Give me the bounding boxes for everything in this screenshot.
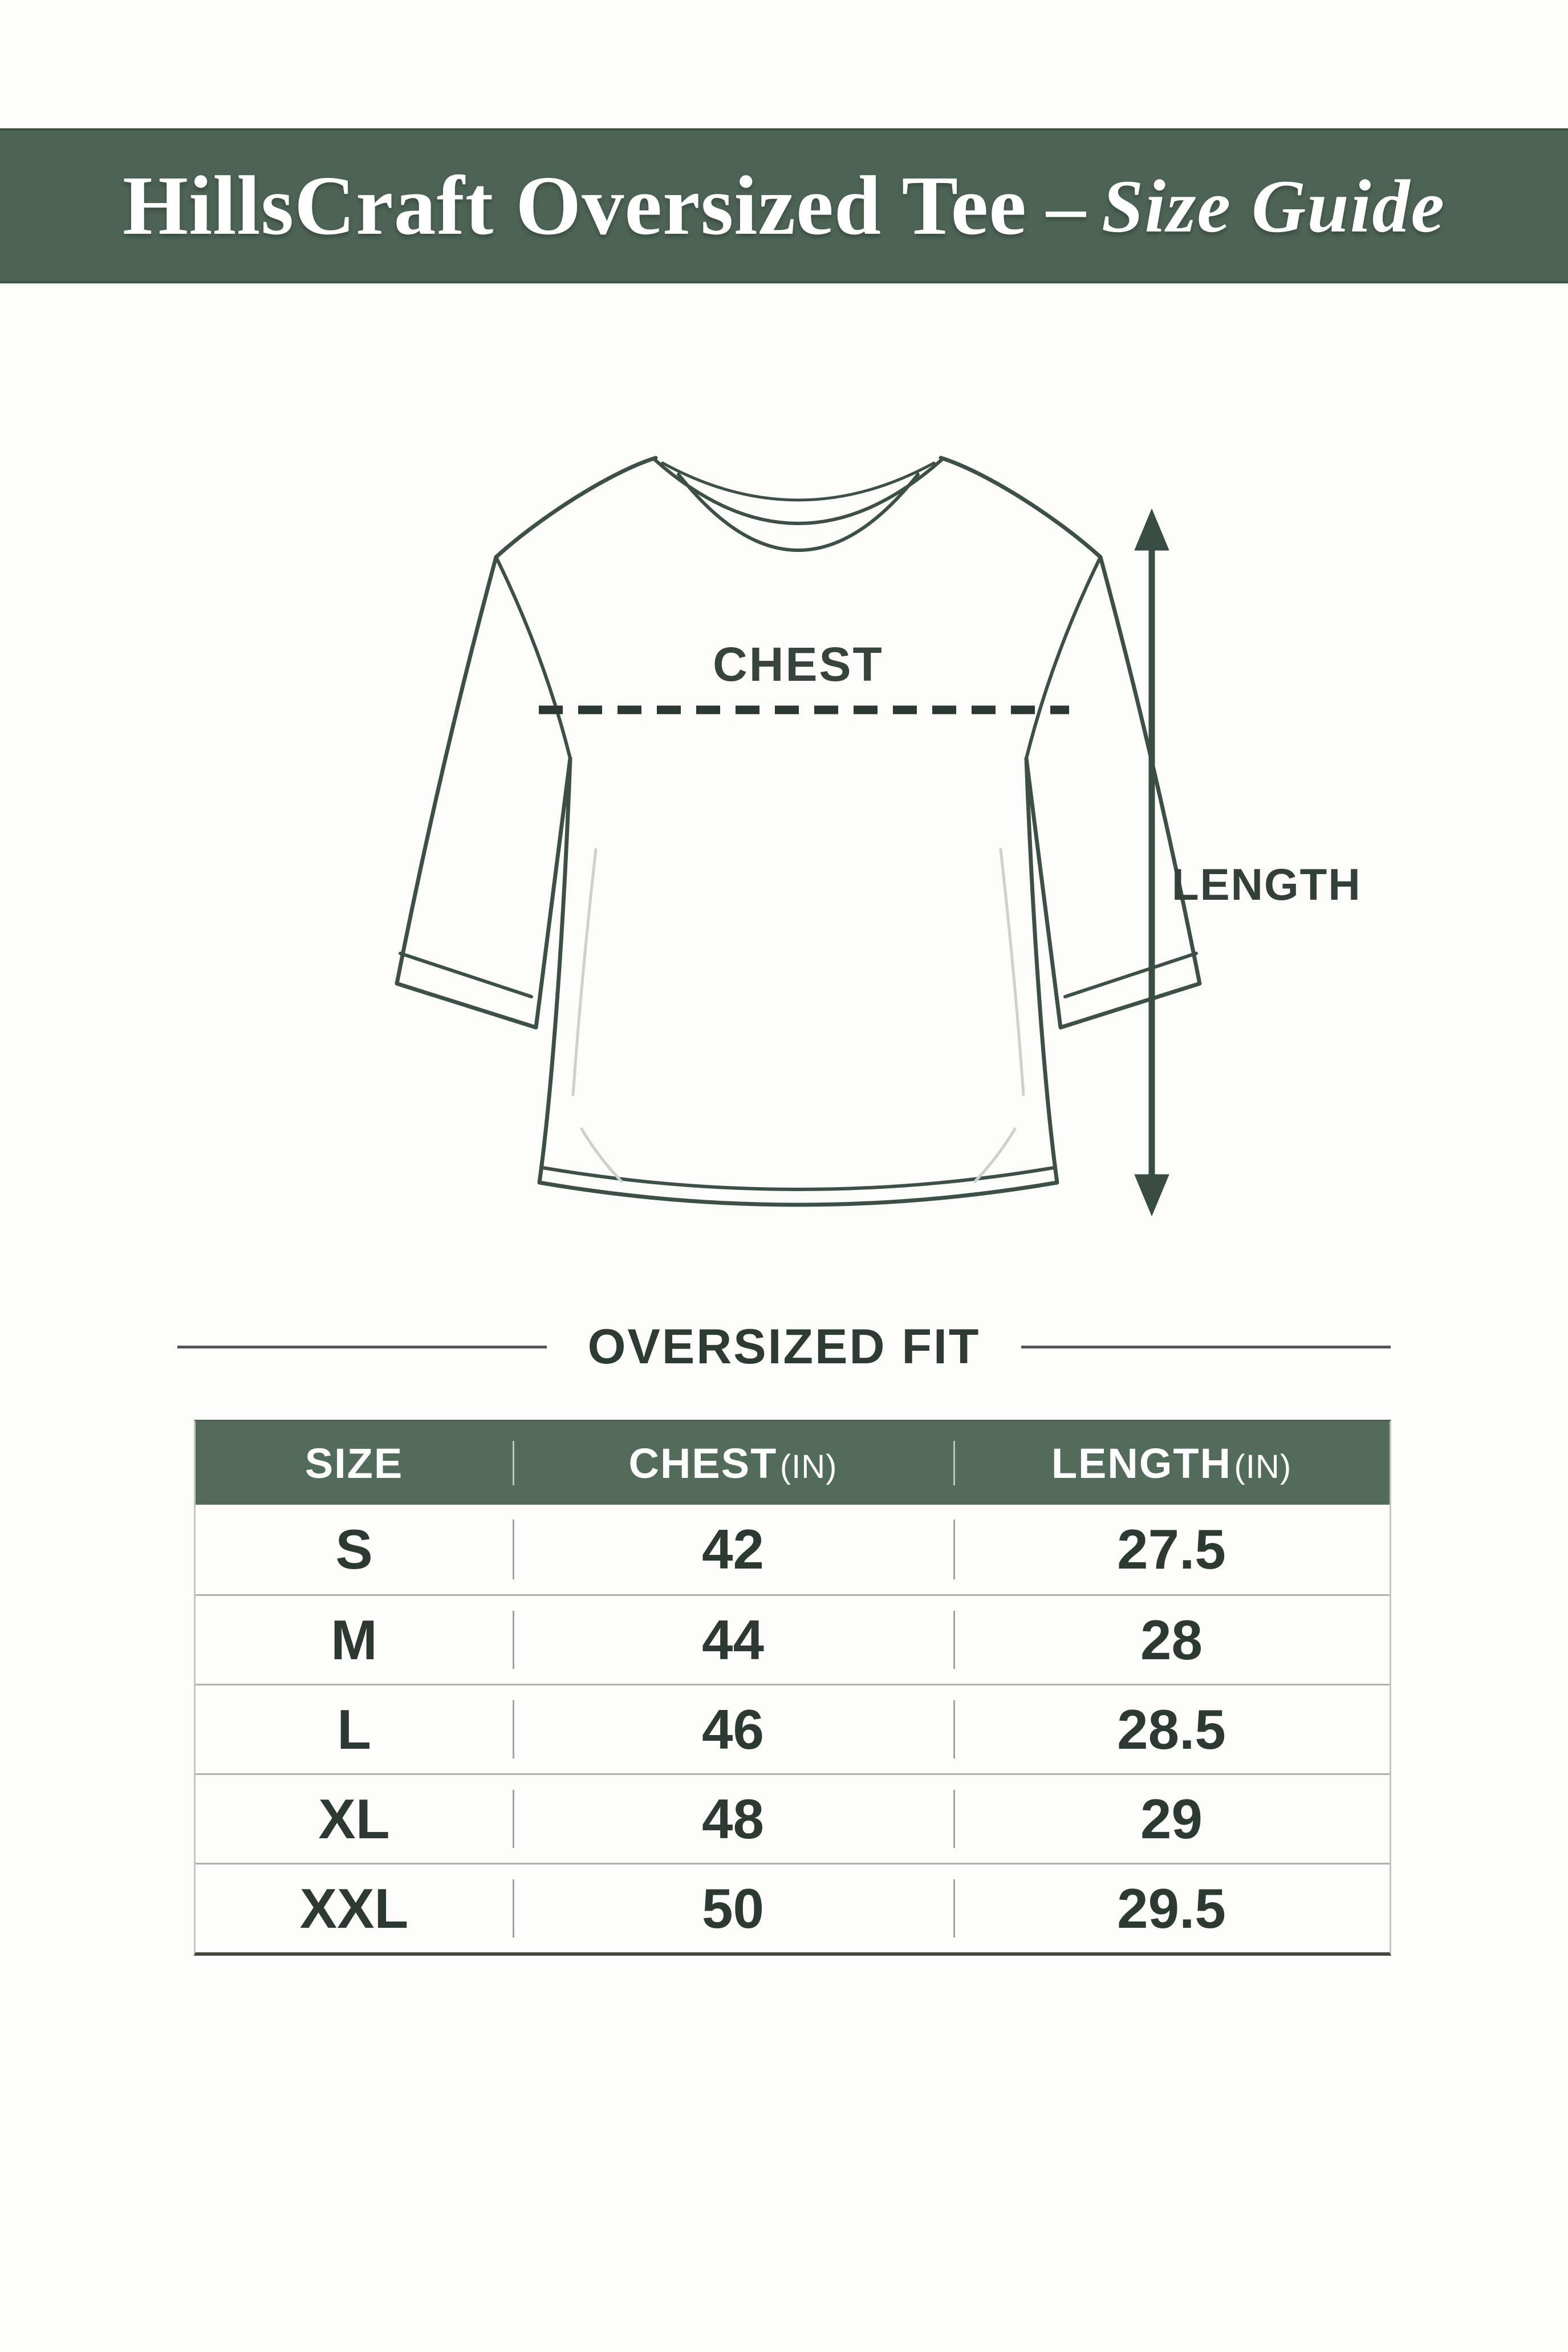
crease-left — [573, 850, 596, 1095]
chest-cell: 44 — [701, 1608, 764, 1671]
divider-line-right — [1021, 1346, 1391, 1348]
size-cell: XXL — [299, 1876, 409, 1940]
chest-cell: 42 — [701, 1518, 764, 1581]
chest-cell: 48 — [701, 1787, 764, 1850]
banner-dash: – — [1046, 162, 1086, 250]
length-cell: 27.5 — [1117, 1518, 1226, 1581]
table-row — [196, 1505, 1390, 1594]
cell-divider — [953, 1520, 955, 1579]
header-size: SIZE — [304, 1439, 404, 1487]
size-cell: M — [331, 1608, 377, 1671]
cell-divider — [953, 1700, 955, 1758]
banner-title: HillsCraft Oversized Tee — [123, 159, 1027, 253]
title-banner — [0, 128, 1568, 283]
length-label: LENGTH — [1172, 859, 1362, 909]
length-cell: 29.5 — [1117, 1876, 1226, 1940]
chest-cell: 50 — [701, 1876, 764, 1940]
armhole-seam-right — [1026, 557, 1100, 758]
table-row — [196, 1594, 1390, 1684]
cell-divider — [513, 1520, 514, 1579]
length-cell: 28.5 — [1117, 1697, 1226, 1761]
size-cell: L — [337, 1697, 371, 1761]
crease-right — [1001, 850, 1023, 1095]
cell-divider — [953, 1790, 955, 1848]
length-cell: 29 — [1140, 1787, 1203, 1850]
banner-subtitle: Size Guide — [1101, 164, 1445, 248]
cell-divider — [513, 1611, 514, 1669]
header-chest: CHEST (IN) — [628, 1439, 838, 1487]
cell-divider — [513, 1790, 514, 1848]
header-length: LENGTH (IN) — [1051, 1439, 1292, 1487]
length-arrow — [1135, 509, 1169, 1216]
length-cell: 28 — [1140, 1608, 1203, 1671]
header-divider-1 — [513, 1441, 514, 1485]
size-table — [194, 1420, 1391, 1956]
tshirt-outline — [397, 458, 1200, 1205]
table-header-row — [196, 1421, 1390, 1505]
fit-label: OVERSIZED FIT — [587, 1319, 981, 1374]
tshirt-illustration — [314, 399, 1397, 1283]
table-row — [196, 1773, 1390, 1863]
chest-cell: 46 — [701, 1697, 764, 1761]
chest-label: CHEST — [713, 637, 884, 691]
collar-outer-arc — [655, 460, 942, 523]
cell-divider — [953, 1879, 955, 1937]
cell-divider — [513, 1879, 514, 1937]
header-divider-2 — [953, 1441, 955, 1485]
fit-divider — [0, 1311, 1568, 1383]
divider-line-left — [177, 1346, 547, 1348]
armhole-seam-left — [496, 557, 570, 758]
table-row — [196, 1863, 1390, 1952]
cell-divider — [953, 1611, 955, 1669]
table-row — [196, 1684, 1390, 1773]
size-cell: XL — [318, 1787, 390, 1850]
size-cell: S — [335, 1518, 373, 1581]
cell-divider — [513, 1700, 514, 1758]
